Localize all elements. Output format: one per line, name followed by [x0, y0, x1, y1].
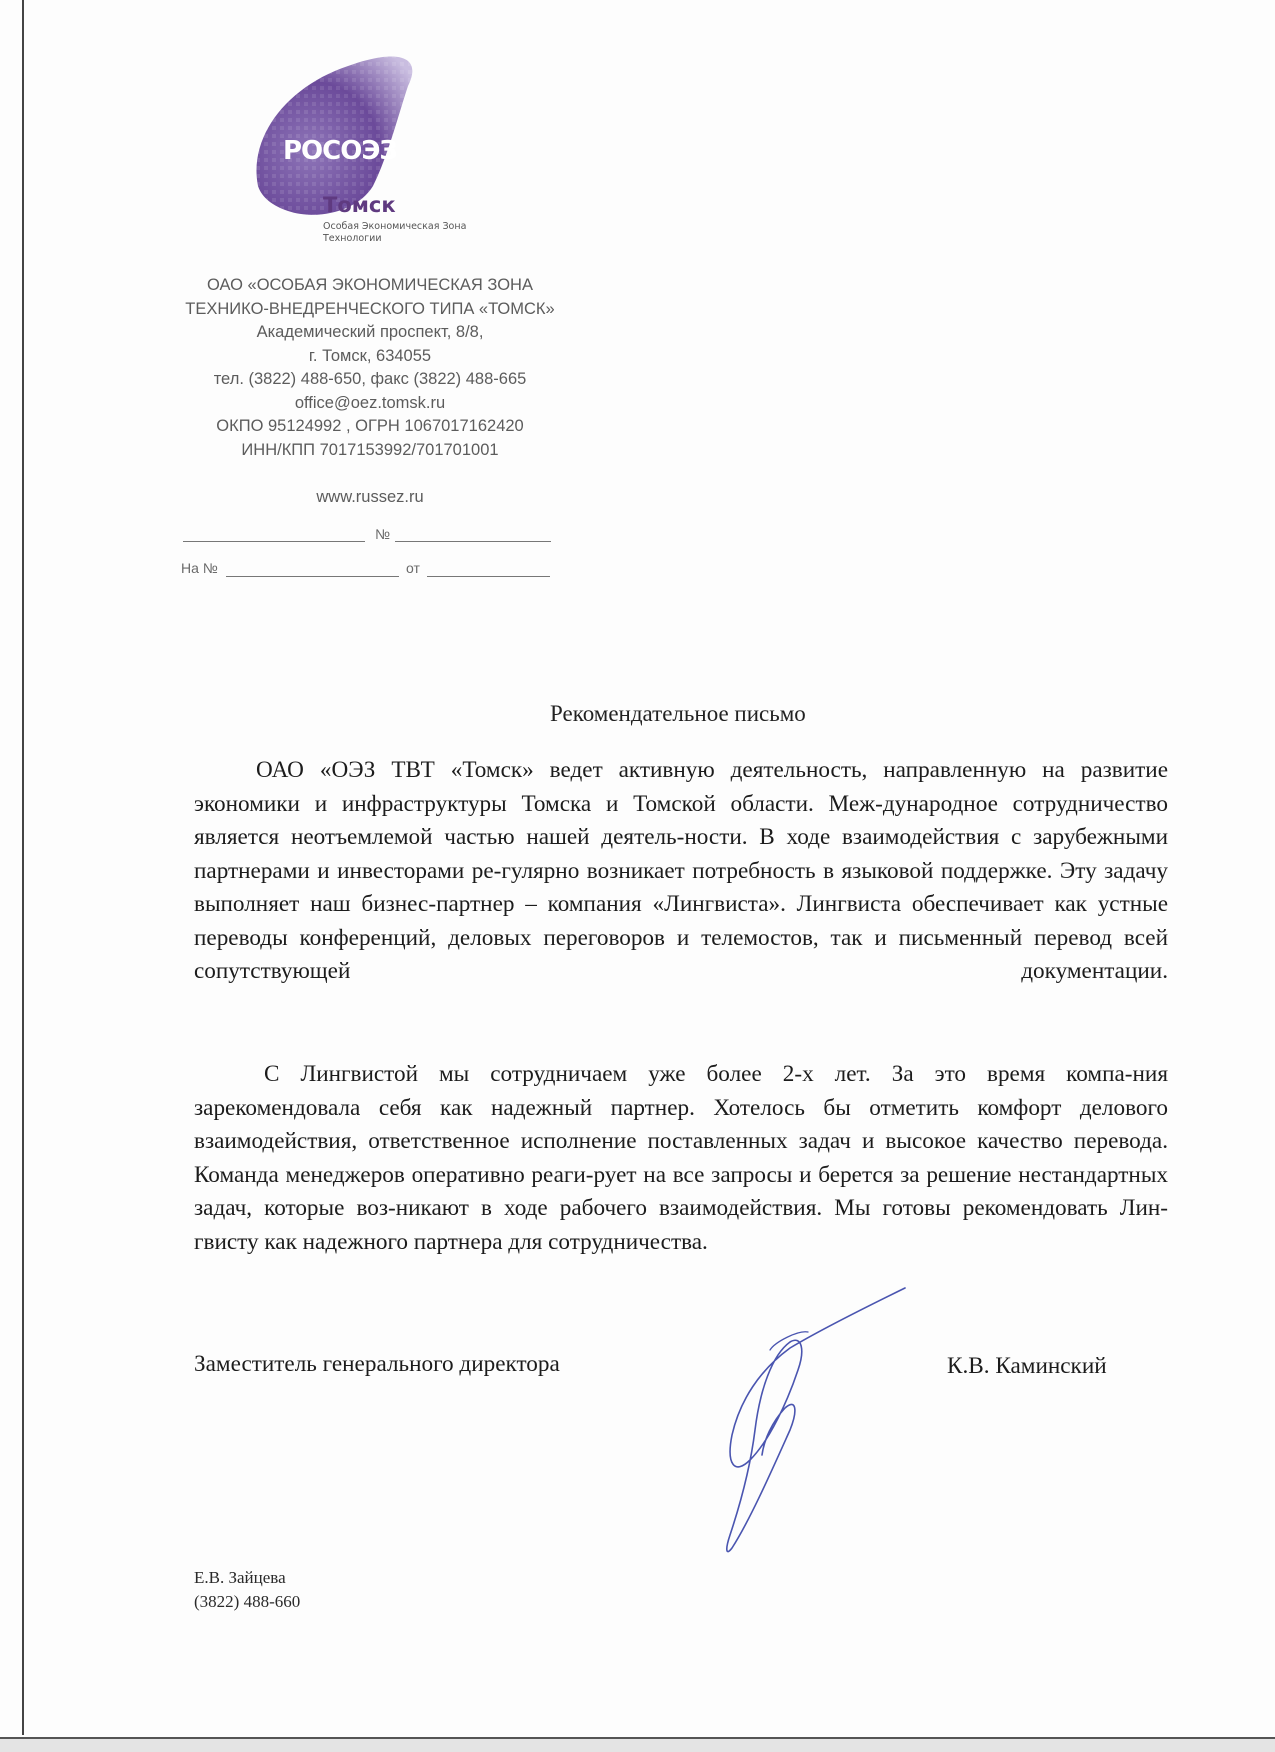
- tagline-line: Технологии: [323, 233, 382, 244]
- signatory-title: Заместитель генерального директора: [194, 1351, 560, 1377]
- org-email: office@oez.tomsk.ru: [294, 393, 446, 412]
- executor-phone: (3822) 488-660: [194, 1592, 301, 1611]
- scan-left-edge: [22, 0, 24, 1735]
- outgoing-number-blank: [395, 541, 551, 542]
- org-tax-line: ИНН/КПП 7017153992/701701001: [241, 440, 499, 459]
- logo-tagline: [323, 221, 466, 245]
- executor-contact: [194, 1566, 300, 1614]
- organization-details: [140, 274, 600, 462]
- reply-number-blank: [226, 576, 399, 577]
- logo-city: Томск: [323, 193, 396, 217]
- outgoing-date-blank: [183, 541, 365, 542]
- org-address-line: Академический проспект, 8/8,: [256, 323, 484, 341]
- org-registration-line: ОКПО 95124992 , ОГРН 1067017162420: [216, 417, 524, 435]
- org-name-line: ОАО «ОСОБАЯ ЭКОНОМИЧЕСКАЯ ЗОНА: [207, 276, 533, 294]
- handwritten-signature: [680, 1270, 940, 1570]
- signatory-name: К.В. Каминский: [947, 1353, 1107, 1379]
- letter-paragraph-2: С Лингвистой мы сотрудничаем уже более 2-х лет. За это время компа-ния зарекомендовала себя как надежный партнер. Хотелось бы отметить комфорт делового взаимодействия, ответственное исполнение поставленных задач и высокое качество перевода. Команда менеджеров оперативно реаги-рует на все запросы и берется за решение нестандартных задач, которые воз-никают в ходе рабочего взаимодействия. Мы готовы рекомендовать Лин-гвисту как надежного партнера для сотрудничества.: [194, 1061, 1168, 1255]
- number-label: №: [375, 526, 391, 542]
- org-address-line: г. Томск, 634055: [308, 346, 432, 365]
- org-phone-line: тел. (3822) 488-650, факс (3822) 488-665: [213, 370, 527, 388]
- letter-paragraph-1: ОАО «ОЭЗ ТВТ «Томск» ведет активную деятельность, направленную на развитие экономики и инфраструктуры Томска и Томской области. Меж-дународное сотрудничество является неотъемлемой частью нашей деятель-ности. В ходе взаимодействия с зарубежными партнерами и инвесторами ре-гулярно возникает потребность в языковой поддержке. Эту задачу выполняет наш бизнес-партнер – компания «Лингвиста». Лингвиста обеспечивает как устные переводы конференций, деловых переговоров и телемостов, так и письменный перевод всей сопутствующей документации.: [194, 757, 1168, 984]
- executor-name: Е.В. Зайцева: [194, 1568, 286, 1587]
- from-label: от: [406, 560, 420, 576]
- reply-to-label: На №: [181, 560, 218, 576]
- reply-date-blank: [427, 576, 550, 577]
- logo-wordmark: РОСОЭЗ: [283, 136, 397, 166]
- letter-heading: Рекомендательное письмо: [550, 701, 806, 726]
- tagline-line: Особая Экономическая Зона: [323, 221, 467, 232]
- org-website: www.russez.ru: [316, 488, 424, 506]
- org-name-line: ТЕХНИКО-ВНЕДРЕНЧЕСКОГО ТИПА «ТОМСК»: [185, 299, 555, 318]
